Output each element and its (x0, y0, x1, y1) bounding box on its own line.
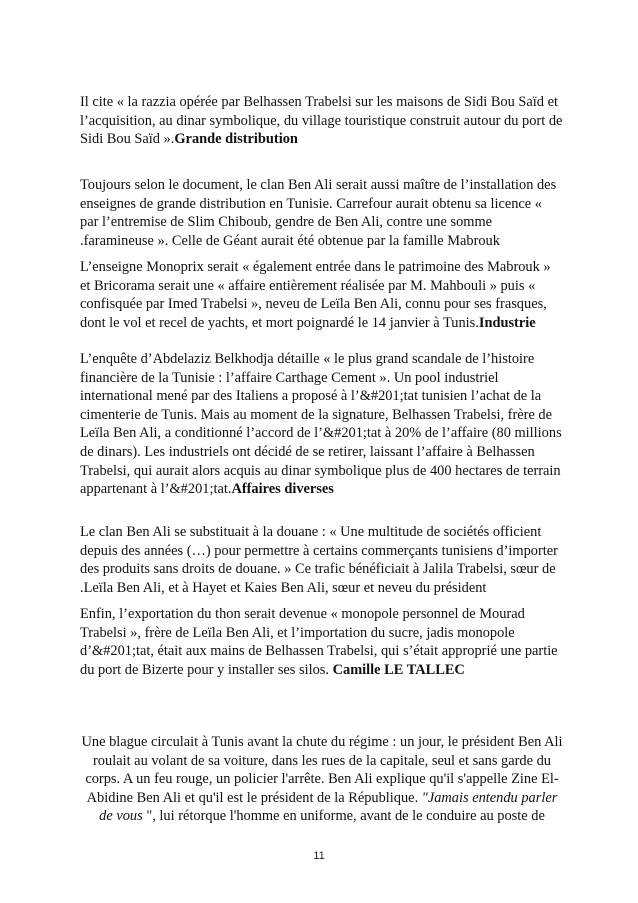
text-line: Toujours selon le document, le clan Ben Ali serait aussi maître de l’installation des (80, 177, 557, 193)
paragraph-carthage-cement (80, 350, 564, 499)
text-line: L’enquête d’Abdelaziz Belkhodja détaille « le plus grand scandale de l’histoire (80, 351, 535, 367)
text-fragment: du port de Bizerte pour y installer ses silos. (80, 661, 329, 678)
text-line: financière de la Tunisie : l’affaire Carthage Cement ». Un pool industriel (80, 369, 499, 386)
section-heading-industrie: Industrie (478, 314, 536, 331)
paragraph-grande-distribution (80, 176, 564, 250)
page-number: 11 (313, 850, 325, 862)
text-line: par l’entremise de Slim Chiboub, gendre de Ben Ali, contre une somme (80, 214, 493, 231)
text-fragment: dont le vol et recel de yachts, et mort poignardé le 14 janvier à Tunis. (80, 314, 479, 331)
text-line: corps. A un feu rouge, un policier l'arrête. Ben Ali explique qu'il s'appelle Zine El- (85, 771, 559, 788)
text-line (80, 789, 564, 808)
text-fragment: Sidi Bou Saïd ». (80, 131, 175, 148)
paragraph-monoprix (80, 258, 564, 332)
text-fragment: ", lui rétorque l'homme en uniforme, avant de le conduire au poste de (146, 808, 545, 825)
text-line: Trabelsi, qui aurait alors acquis au dinar symbolique plus de 400 hectares de terrain (80, 462, 561, 479)
paragraph-thon-sucre (80, 605, 564, 679)
paragraph-razzia (80, 93, 564, 149)
text-line (80, 807, 564, 826)
italic-quote: "Jamais entendu parler (421, 789, 558, 806)
section-heading-grande-distribution: Grande distribution (174, 131, 298, 148)
section-heading-affaires-diverses: Affaires diverses (231, 481, 334, 498)
text-line: Le clan Ben Ali se substituait à la douane : « Une multitude de sociétés officient (80, 524, 542, 540)
text-line: .faramineuse ». Celle de Géant aurait été obtenue par la famille Mabrouk (80, 232, 500, 249)
text-line: Leïla Ben Ali, a conditionné l’accord de l’&#201;tat à 20% de l’affaire (80 millions (80, 425, 562, 442)
text-line: international mené par des Italiens a proposé à l’&#201;tat tunisien l’achat de la (80, 388, 542, 405)
text-line: Une blague circulait à Tunis avant la chute du régime : un jour, le président Ben Ali (81, 734, 563, 750)
text-fragment: Abidine Ben Ali et qu'il est le président de la République. (86, 789, 419, 806)
text-line: Enfin, l’exportation du thon serait devenue « monopole personnel de Mourad (80, 606, 525, 622)
text-line: et Bricorama serait une « affaire entièrement réalisée par M. Mahbouli » puis « (80, 277, 536, 294)
author-signature: Camille LE TALLEC (332, 661, 465, 678)
text-line: enseignes de grande distribution en Tunisie. Carrefour aurait obtenu sa licence « (80, 195, 542, 212)
text-line (80, 130, 564, 149)
text-line (80, 480, 564, 499)
text-line: confisquée par Imed Trabelsi », neveu de Leïla Ben Ali, connu pour ses frasques, (80, 296, 547, 313)
text-line: l’acquisition, au dinar symbolique, du village touristique construit autour du port de (80, 112, 563, 129)
text-line (80, 661, 564, 680)
text-line: L’enseigne Monoprix serait « également entrée dans le patrimoine des Mabrouk » (80, 259, 551, 275)
paragraph-douane (80, 523, 564, 597)
text-line: de dinars). Les industriels ont décidé de se retirer, laissant l’affaire à Belhassen (80, 443, 535, 460)
text-line (80, 314, 564, 333)
text-line: des produits sans droits de douane. » Ce trafic bénéficiait à Jalila Trabelsi, sœur de (80, 561, 556, 578)
text-line: cimenterie de Tunis. Mais au moment de la signature, Belhassen Trabelsi, frère de (80, 406, 552, 423)
text-line: d’&#201;tat, était aux mains de Belhassen Trabelsi, qui s’était approprié une partie (80, 643, 558, 660)
text-line: Il cite « la razzia opérée par Belhassen Trabelsi sur les maisons de Sidi Bou Saïd et (80, 94, 558, 110)
text-line: roulait au volant de sa voiture, dans les rues de la capitale, seul et sans garde du (93, 752, 551, 769)
text-fragment: appartenant à l’&#201;tat. (80, 481, 232, 498)
text-line: .Leïla Ben Ali, et à Hayet et Kaies Ben Ali, sœur et neveu du président (80, 579, 487, 596)
italic-quote: de vous (99, 808, 143, 825)
paragraph-blague (80, 733, 564, 826)
text-line: depuis des années (…) pour permettre à certains commerçants tunisiens d’importer (80, 542, 558, 559)
text-line: Trabelsi », frère de Leïla Ben Ali, et l’importation du sucre, jadis monopole (80, 624, 515, 641)
